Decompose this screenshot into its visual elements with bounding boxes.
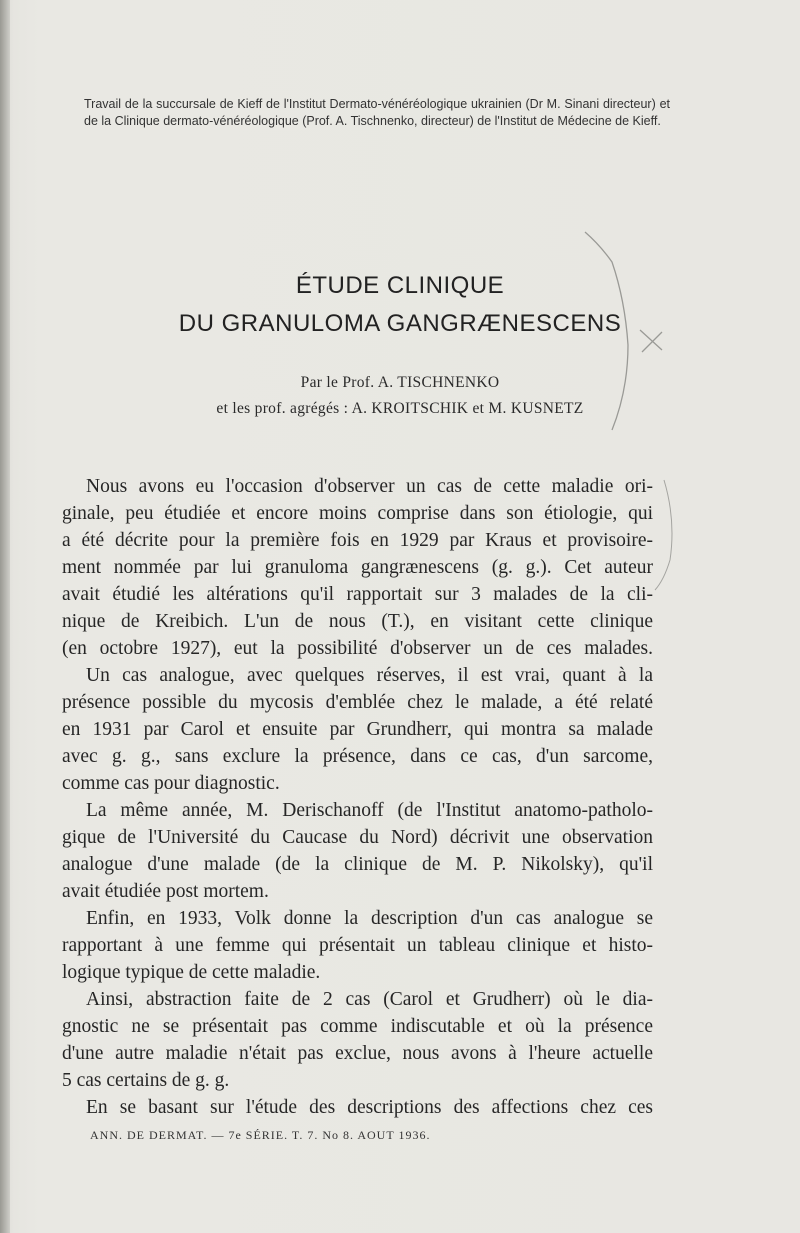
body-line: Nous avons eu l'occasion d'observer un cas de cette maladie ori- bbox=[86, 476, 653, 497]
journal-footer: ANN. DE DERMAT. — 7e SÉRIE. T. 7. No 8. AOUT 1936. bbox=[90, 1128, 431, 1142]
body-line: En se basant sur l'étude des descriptions des affections chez ces bbox=[86, 1097, 653, 1118]
body-line: ginale, peu étudiée et encore moins comprise dans son étiologie, qui bbox=[62, 503, 653, 524]
body-line: La même année, M. Derischanoff (de l'Institut anatomo-patholo- bbox=[86, 800, 653, 821]
body-line: 5 cas certains de g. g. bbox=[62, 1070, 230, 1091]
affiliation-note: Travail de la succursale de Kieff de l'Institut Dermato-vénéréologique ukrainien (Dr M. Sinani directeur) et de la Clinique dermato-vénéréologique (Prof. A. Tischnenko, directeur) de l'Institut de Médecine de Kieff. bbox=[84, 97, 670, 128]
body-line: d'une autre maladie n'était pas exclue, nous avons à l'heure actuelle bbox=[62, 1043, 653, 1064]
author-line-1: Par le Prof. A. TISCHNENKO bbox=[300, 374, 500, 391]
pencil-margin-line bbox=[655, 480, 672, 590]
body-line: Ainsi, abstraction faite de 2 cas (Carol et Grudherr) où le dia- bbox=[86, 989, 653, 1010]
body-line: avec g. g., sans exclure la présence, dans ce cas, d'un sarcome, bbox=[62, 746, 653, 767]
article-title-line-1: ÉTUDE CLINIQUE bbox=[295, 272, 505, 299]
author-line-2: et les prof. agrégés : A. KROITSCHIK et M. KUSNETZ bbox=[216, 400, 584, 417]
body-line: rapportant à une femme qui présentait un tableau clinique et histo- bbox=[62, 935, 653, 956]
body-line: comme cas pour diagnostic. bbox=[62, 773, 280, 794]
body-line: avait étudié les altérations qu'il rapportait sur 3 malades de la cli- bbox=[62, 584, 653, 605]
body-line: en 1931 par Carol et ensuite par Grundherr, qui montra sa malade bbox=[62, 719, 653, 740]
pencil-bracket-mark bbox=[585, 232, 628, 430]
body-line: gnostic ne se présentait pas comme indiscutable et où la présence bbox=[62, 1016, 653, 1037]
body-line: avait étudiée post mortem. bbox=[62, 881, 269, 902]
body-line: nique de Kreibich. L'un de nous (T.), en visitant cette clinique bbox=[62, 611, 653, 632]
article-title-line-2: DU GRANULOMA GANGRÆNESCENS bbox=[178, 310, 622, 337]
body-line: ment nommée par lui granuloma gangrænescens (g. g.). Cet auteur bbox=[62, 557, 653, 578]
pencil-cross-mark bbox=[640, 330, 662, 352]
body-line: présence possible du mycosis d'emblée chez le malade, a été relaté bbox=[62, 692, 653, 713]
body-line: gique de l'Université du Caucase du Nord) décrivit une observation bbox=[62, 827, 653, 848]
body-line: analogue d'une malade (de la clinique de M. P. Nikolsky), qu'il bbox=[62, 854, 653, 875]
body-line: a été décrite pour la première fois en 1929 par Kraus et provisoire- bbox=[62, 530, 653, 551]
body-line: Enfin, en 1933, Volk donne la description d'un cas analogue se bbox=[86, 908, 653, 929]
body-line: Un cas analogue, avec quelques réserves, il est vrai, quant à la bbox=[86, 665, 653, 686]
body-line: (en octobre 1927), eut la possibilité d'observer un de ces malades. bbox=[62, 638, 653, 659]
body-line: logique typique de cette maladie. bbox=[62, 962, 321, 983]
